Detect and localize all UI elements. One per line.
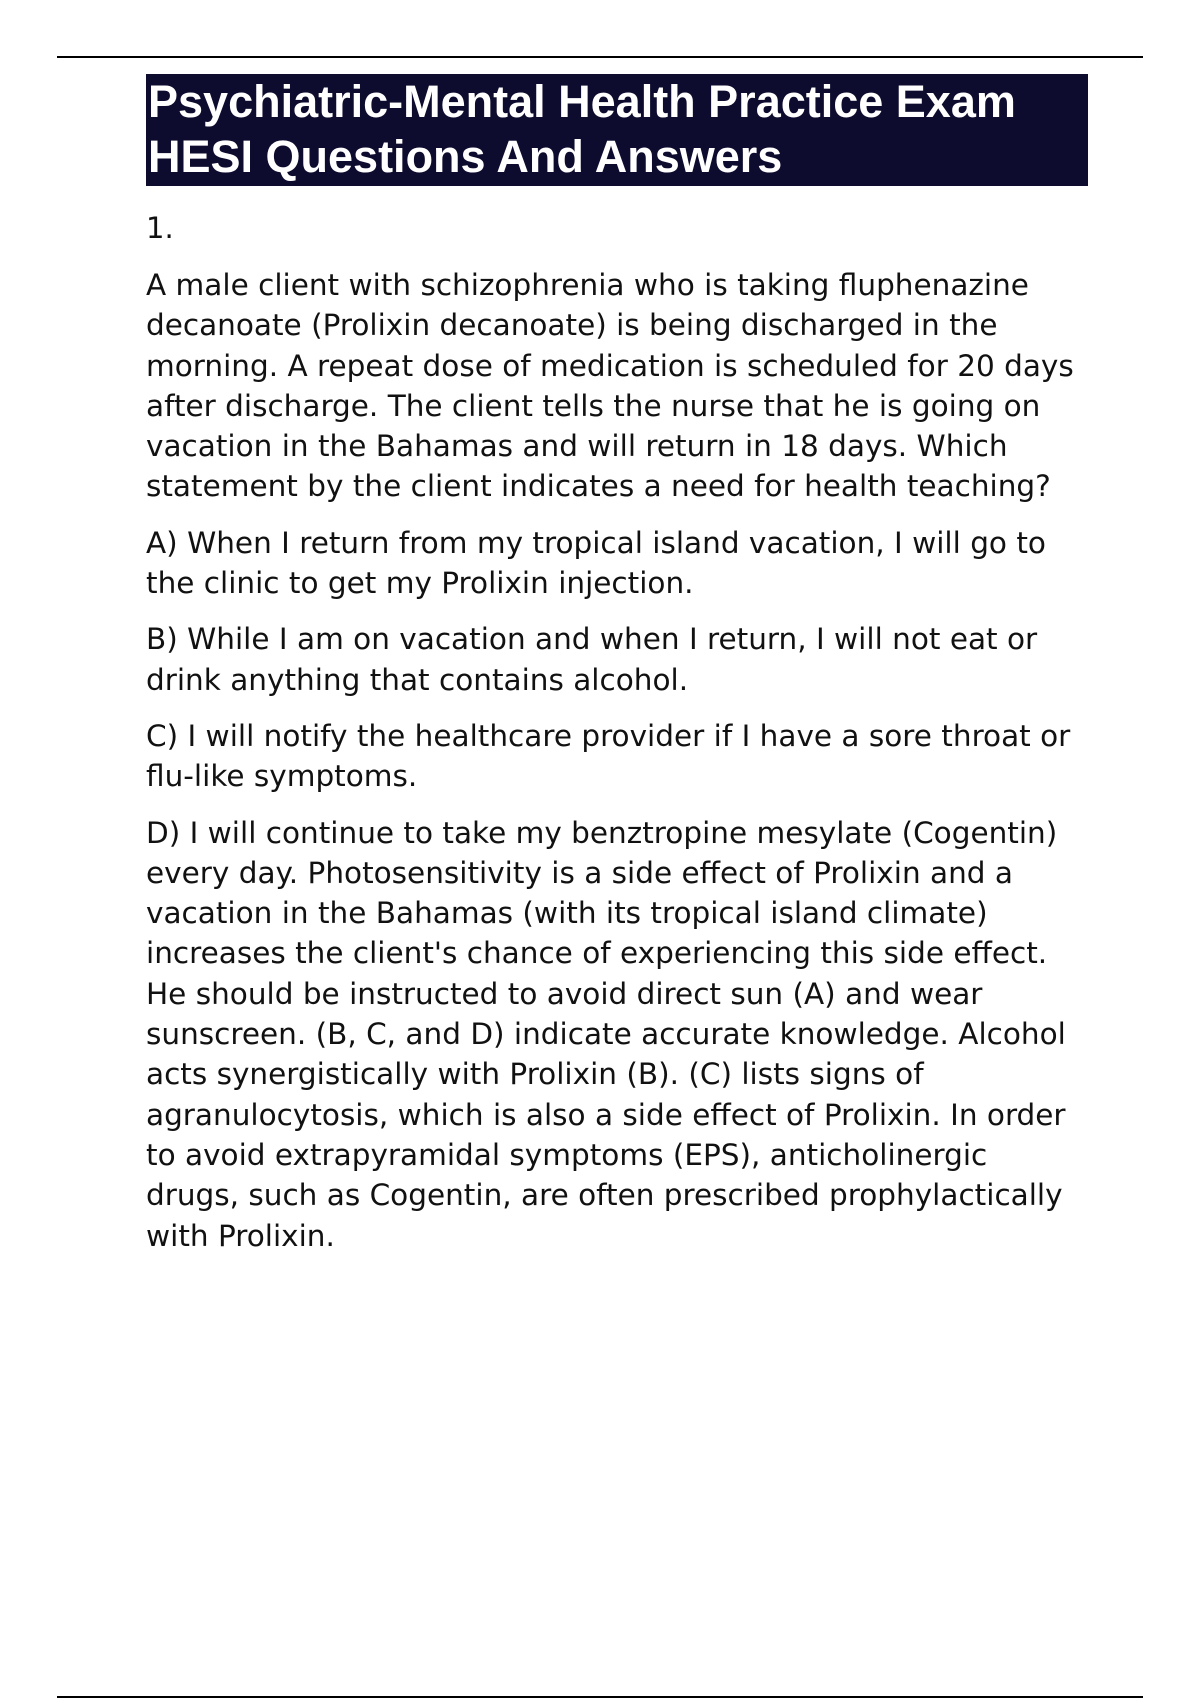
question-stem: A male client with schizophrenia who is taking fluphenazine decanoate (Prolixin decanoate) is being discharged in the morning. A repeat dose of medication is scheduled for 20 days after discharge. The client tells the nurse that he is going on vacation in the Bahamas and will return in 18 days. Which statement by the client indicates a need for health teaching? bbox=[146, 268, 1074, 504]
answer-option-a: A) When I return from my tropical island vacation, I will go to the clinic to get my Prolixin injection. bbox=[146, 525, 1046, 601]
bottom-divider bbox=[57, 1696, 1143, 1698]
answer-option-c: C) I will notify the healthcare provider if I have a sore throat or flu-like symptoms. bbox=[146, 718, 1071, 794]
document-body bbox=[146, 74, 1088, 1256]
question-number: 1. bbox=[146, 211, 174, 245]
answer-option-b: B) While I am on vacation and when I return, I will not eat or drink anything that contains alcohol. bbox=[146, 622, 1038, 697]
title-line-2: HESI Questions And Answers bbox=[148, 131, 783, 182]
title-line-1: Psychiatric-Mental Health Practice Exam bbox=[148, 76, 1016, 127]
top-divider bbox=[57, 56, 1143, 58]
document-title bbox=[146, 74, 1088, 186]
answer-option-d-rationale: D) I will continue to take my benztropine mesylate (Cogentin) every day. Photosensitivity is a side effect of Prolixin and a vacation in the Bahamas (with its tropical island climate) increases the client's chance of experiencing this side effect. He should be instructed to avoid direct sun (A) and wear sunscreen. (B, C, and D) indicate accurate knowledge. Alcohol acts synergistically with Prolixin (B). (C) lists signs of agranulocytosis, which is also a side effect of Prolixin. In order to avoid extrapyramidal symptoms (EPS), anticholinergic drugs, such as Cogentin, are often prescribed prophylactically with Prolixin. bbox=[146, 815, 1066, 1253]
